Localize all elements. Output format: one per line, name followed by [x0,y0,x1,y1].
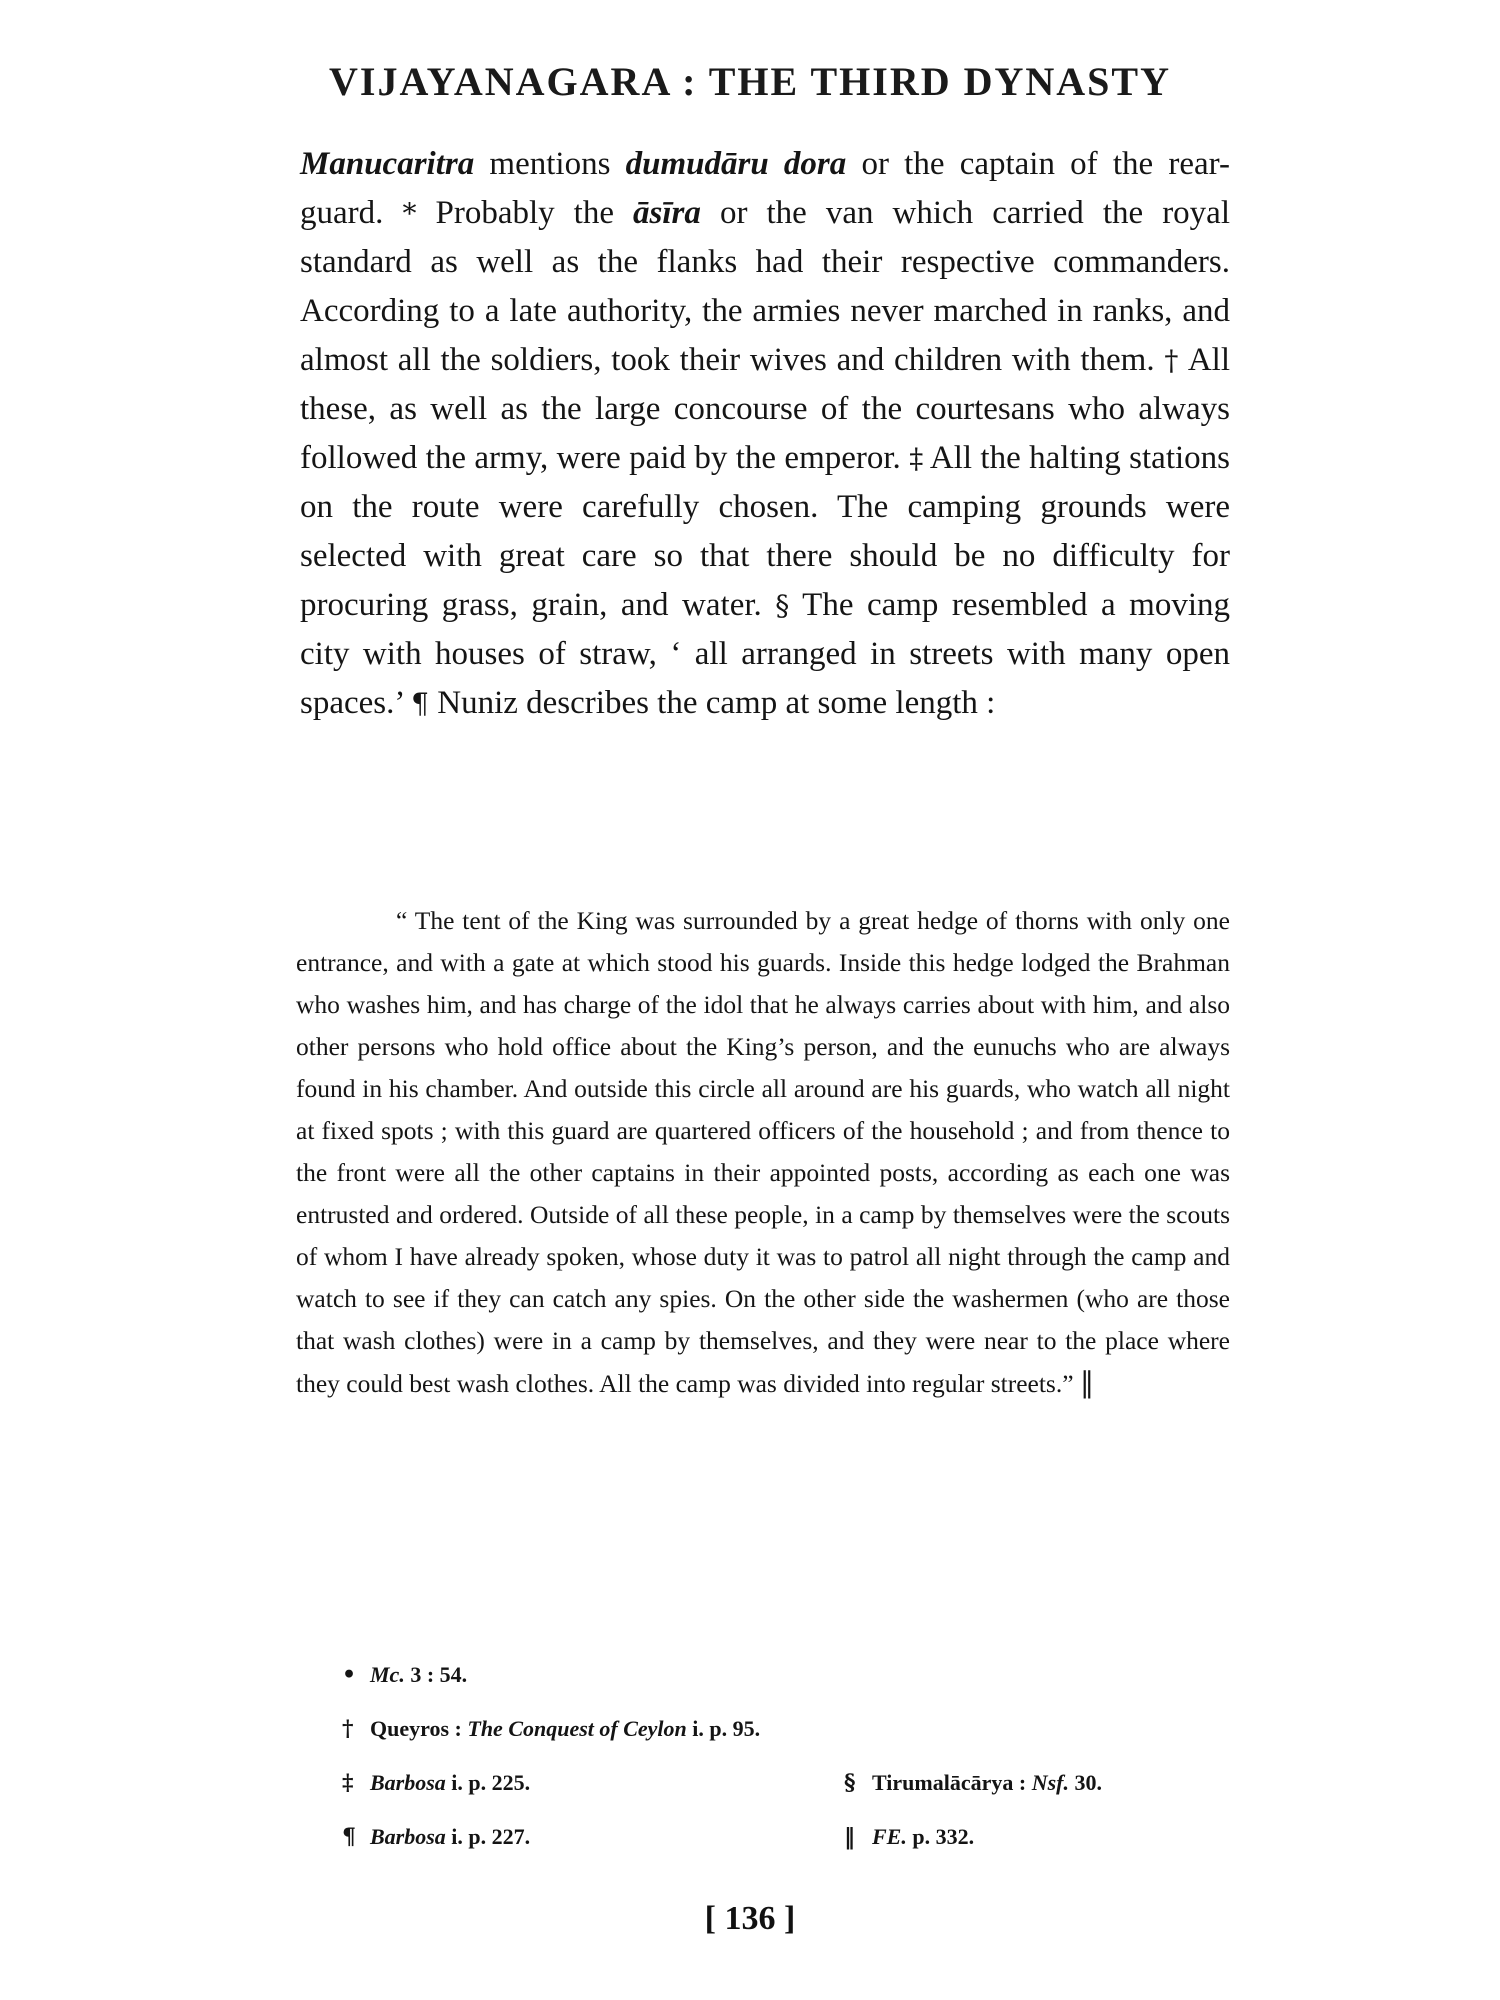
footnote-ref: ‡ [909,442,924,475]
footnote-row [342,1716,1202,1752]
body-italic: Manucaritra [300,146,475,182]
block-quote [296,900,1230,1405]
footnote-ref: ‖ [1079,1366,1094,1399]
body-italic: āsīra [633,195,701,231]
footnote-rest: i. p. 95. [686,1716,761,1741]
footnote [844,1770,1102,1796]
footnote-source: Nsf. [1031,1770,1069,1795]
footnote-symbol: • [342,1662,357,1688]
footnote [342,1662,467,1688]
footnote-rest: i. p. 225. [445,1770,531,1795]
footnote-row [342,1824,1202,1860]
quote-text: “ The tent of the King was surrounded by a great hedge of thorns with only one entrance, and with a gate at which stood his guards. Inside this hedge lodged the Brahman who washes him, and has charge of the idol that he always carries about with him, and also other persons who hold office about the King’s person, and the eunuchs who are always found in his chamber. And outside this circle all around are his guards, who watch all night at fixed spots ; with this guard are quartered officers of the household ; and from thence to the front were all the other captains in their appointed posts, according as each one was entrusted and ordered. Outside of all these people, in a camp by themselves were the scouts of whom I have already spoken, whose duty it was to patrol all night through the camp and watch to see if they can catch any spies. On the other side the washermen (who are those that wash clothes) were in a camp by themselves, and they were near to the place where they could best wash clothes. All the camp was divided into regular streets.” [296,906,1230,1398]
footnote-pre: Tirumalācārya : [872,1770,1032,1795]
footnote [342,1824,530,1850]
footnote-row [342,1770,1202,1806]
footnote [342,1716,760,1742]
body-paragraph [300,140,1230,728]
footnote-rest: i. p. 227. [445,1824,531,1849]
body-italic: dumudāru dora [625,146,847,182]
footnote-rest: p. 332. [906,1824,975,1849]
body-text-span: All these, as well as the large concourse of the courtesans who always followed the army, were paid by the emperor. [300,342,1230,476]
footnote-symbol: † [342,1716,354,1742]
footnote-source: Mc. [370,1662,405,1687]
footnote [844,1824,974,1850]
body-text-span: mentions [474,146,626,182]
body-text-span: or the van which carried the royal standard as well as the flanks had their respective commanders. According to a late authority, the armies never marched in ranks, and almost all the soldiers, took their wives and children with them. [300,195,1231,378]
footnote-ref: † [1164,344,1180,377]
body-text-span: or the captain of the rear-guard. [300,146,1230,231]
footnote-symbol: § [844,1770,856,1796]
footnote-symbol: ‡ [342,1770,354,1796]
body-text-span: The camp resembled a moving city with houses of straw, ‘ all arranged in streets with many open spaces.’ [300,587,1231,721]
footnote-row [342,1662,1202,1698]
footnote [342,1770,530,1796]
footnote-ref: ¶ [411,687,429,720]
footnote-source: The Conquest of Ceylon [467,1716,687,1741]
page-number: [ 136 ] [704,1900,796,1937]
footnote-ref: § [775,589,790,622]
footnote-rest: 3 : 54. [404,1662,468,1687]
body-text-span: Nuniz describes the camp at some length : [429,685,996,721]
footnote-rest: 30. [1068,1770,1102,1795]
footnote-source: Barbosa [370,1770,446,1795]
footnote-ref: * [402,197,417,230]
footnote-source: FE. [872,1824,907,1849]
footnote-source: Barbosa [370,1824,446,1849]
footnote-pre: Queyros : [370,1716,468,1741]
footnote-symbol: ‖ [844,1824,855,1850]
footnote-symbol: ¶ [342,1824,356,1850]
body-text-span: Probably the [416,195,634,231]
running-head: VIJAYANAGARA : THE THIRD DYNASTY [329,59,1171,104]
body-text-span: All the halting stations on the route were carefully chosen. The camping grounds were selected with great care so that there should be no difficulty for procuring grass, grain, and water. [300,440,1230,623]
